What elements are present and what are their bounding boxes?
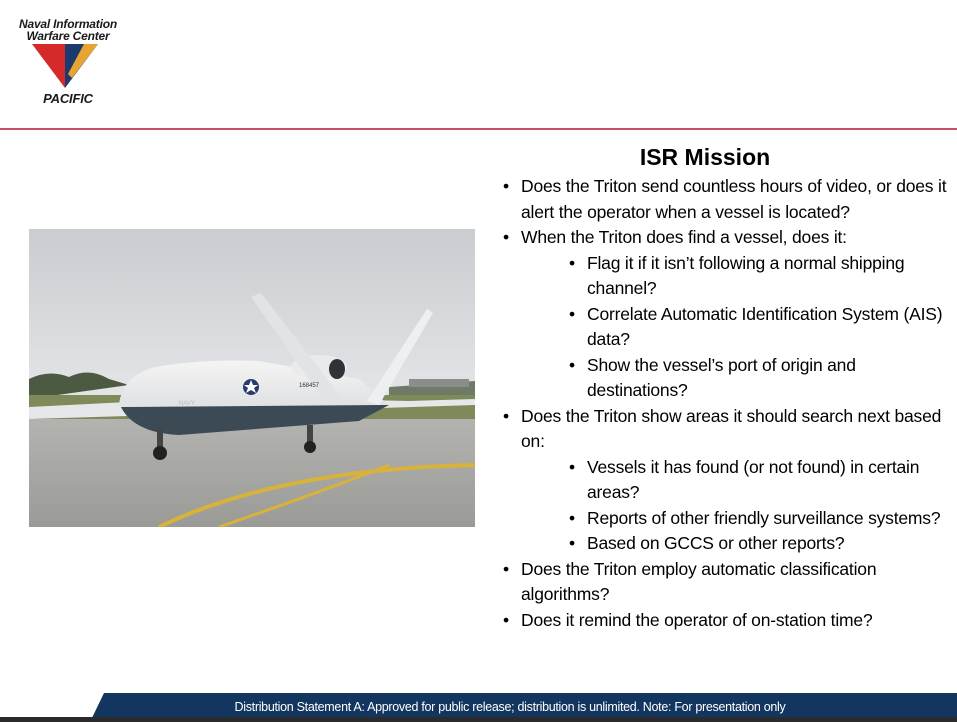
bullet-item <box>503 404 953 557</box>
sub-bullet-item: • Based on GCCS or other reports? <box>569 531 953 557</box>
bullet-item <box>503 225 953 404</box>
header-divider <box>0 128 957 130</box>
bottom-strip <box>0 717 957 722</box>
sub-bullet-item: • Show the vessel’s port of origin and destinations? <box>569 353 953 404</box>
bullet-text: Does the Triton employ automatic classification algorithms? <box>521 558 877 604</box>
logo-line-1: Naval Information <box>19 17 117 31</box>
navy-marking: NAVY <box>179 401 195 407</box>
distribution-statement: Distribution Statement A: Approved for public release; distribution is unlimited. Note: For presentation only <box>234 700 786 714</box>
drone-photo-illustration <box>29 229 475 527</box>
bullet-item <box>503 174 953 225</box>
logo-line-2: Warfare Center <box>26 29 110 43</box>
sub-bullet-item: • Reports of other friendly surveillance systems? <box>569 506 953 532</box>
slide-title: ISR Mission <box>639 144 771 170</box>
logo-line-3: PACIFIC <box>43 91 93 106</box>
bullet-text: Does it remind the operator of on-station time? <box>521 609 873 630</box>
bullet-text: When the Triton does find a vessel, does it: <box>521 227 847 247</box>
bullet-text: Does the Triton show areas it should search next based on: <box>521 405 942 451</box>
niwc-pacific-logo <box>8 14 128 114</box>
sub-bullet-list <box>521 455 953 557</box>
bullet-list <box>503 174 953 633</box>
sub-bullet-list <box>521 251 953 404</box>
bullet-item <box>503 608 953 634</box>
bullet-text: Does the Triton send countless hours of video, or does it alert the operator when a vessel is located? <box>521 176 947 222</box>
tail-number-marking: 168457 <box>299 383 320 389</box>
triton-drone-photo <box>29 229 475 527</box>
bullet-item <box>503 557 953 608</box>
sub-bullet-item: • Flag it if it isn’t following a normal shipping channel? <box>569 251 953 302</box>
chevron-logo-icon <box>32 44 98 88</box>
sub-bullet-item: • Correlate Automatic Identification System (AIS) data? <box>569 302 953 353</box>
sub-bullet-item: • Vessels it has found (or not found) in certain areas? <box>569 455 953 506</box>
